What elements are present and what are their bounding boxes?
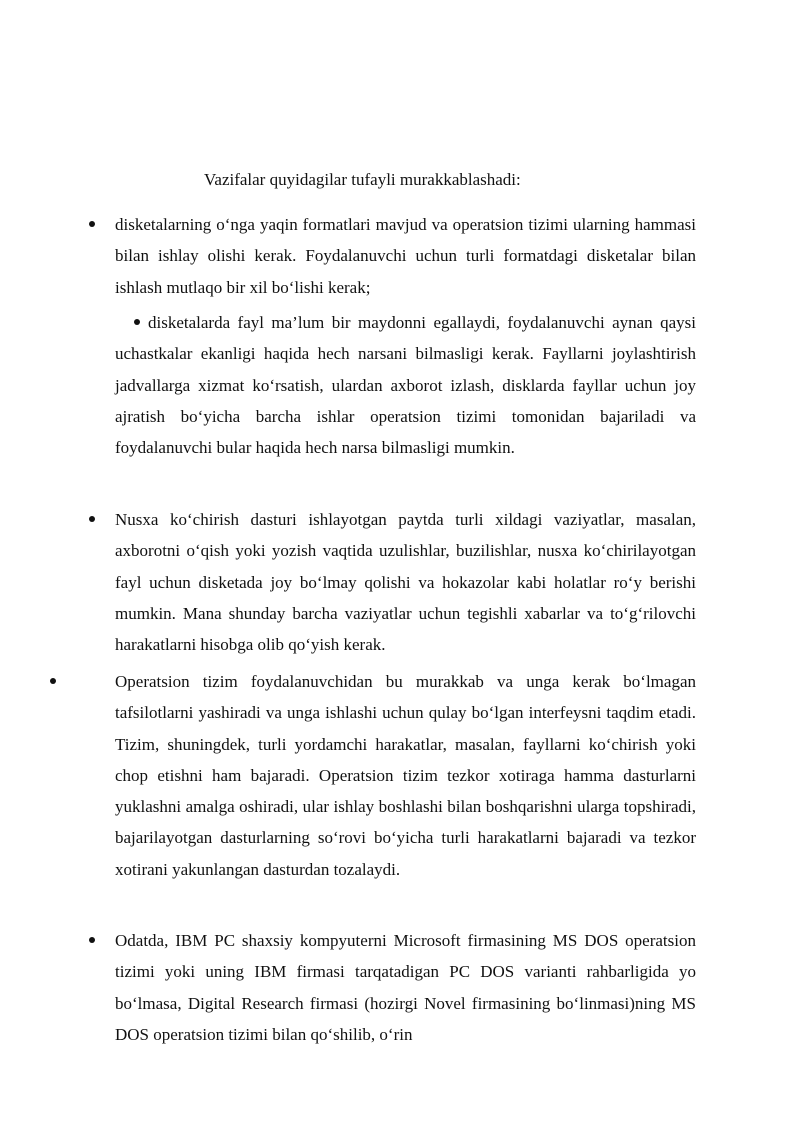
- list-item: [115, 209, 696, 303]
- list-item-text: Nusxa ko‘chirish dasturi ishlayotgan paytda turli xildagi vaziyatlar, masalan, axborotni o‘qish yoki yozish vaqtida uzulishlar, buzilishlar, nusxa ko‘chirilayotgan fayl uchun disketada joy bo‘lmay qolishi va hokazolar kabi holatlar ro‘y berishi mumkin. Mana shunday barcha vaziyatlar uchun tegishli xabarlar va to‘g‘rilovchi harakatlarni hisobga olib qo‘yish kerak.: [115, 510, 696, 655]
- list-item: [115, 666, 696, 885]
- bullet-marker: [89, 221, 95, 227]
- list-item-text: disketalarning o‘nga yaqin formatlari mavjud va operatsion tizimi ularning hammasi bilan ishlay olishi kerak. Foydalanuvchi uchun turli formatdagi disketalar bilan ishlash mutlaqo bir xil bo‘lishi kerak;: [115, 215, 696, 297]
- document-heading: Vazifalar quyidagilar tufayli murakkablashadi:: [204, 170, 521, 189]
- list-item: [115, 504, 696, 660]
- list-item-text: disketalarda fayl ma’lum bir maydonni egallaydi, foydalanuvchi aynan qaysi uchastkalar ekanligi haqida hech narsani bilmasligi kerak. Fayllarni joylashtirish jadvallarga xizmat ko‘rsatish, ulardan axborot izlash, disklarda fayllar uchun joy ajratish bo‘yicha barcha ishlar operatsion tizimi tomonidan bajariladi va foydalanuvchi bular haqida hech narsa bilmasligi mumkin.: [115, 313, 696, 458]
- list-item: [115, 307, 696, 463]
- bullet-marker: [50, 678, 56, 684]
- list-item-text: Odatda, IBM PC shaxsiy kompyuterni Microsoft firmasining MS DOS operatsion tizimi yoki uning IBM firmasi tarqatadigan PC DOS varianti rahbarligida yo bo‘lmasa, Digital Research firmasi (hozirgi Novel firmasining bo‘linmasi)ning MS DOS operatsion tizimi bilan qo‘shilib, o‘rin: [115, 931, 696, 1044]
- list-item: [115, 925, 696, 1050]
- bullet-marker: [89, 516, 95, 522]
- bullet-marker: [89, 937, 95, 943]
- bullet-marker: [134, 319, 140, 325]
- list-item-text: Operatsion tizim foydalanuvchidan bu murakkab va unga kerak bo‘lmagan tafsilotlarni yashiradi va unga ishlashi uchun qulay bo‘lgan interfeysni taqdim etadi. Tizim, shuningdek, turli yordamchi harakatlar, masalan, fayllarni ko‘chirish yoki chop etishni ham bajaradi. Operatsion tizim tezkor xotiraga hamma dasturlarni yuklashni amalga oshiradi, ular ishlay boshlashi bilan boshqarishni ularga topshiradi, bajarilayotgan dasturlarning so‘rovi bo‘yicha turli harakatlarni bajaradi va tezkor xotirani yakunlangan dasturdan tozalaydi.: [115, 672, 696, 879]
